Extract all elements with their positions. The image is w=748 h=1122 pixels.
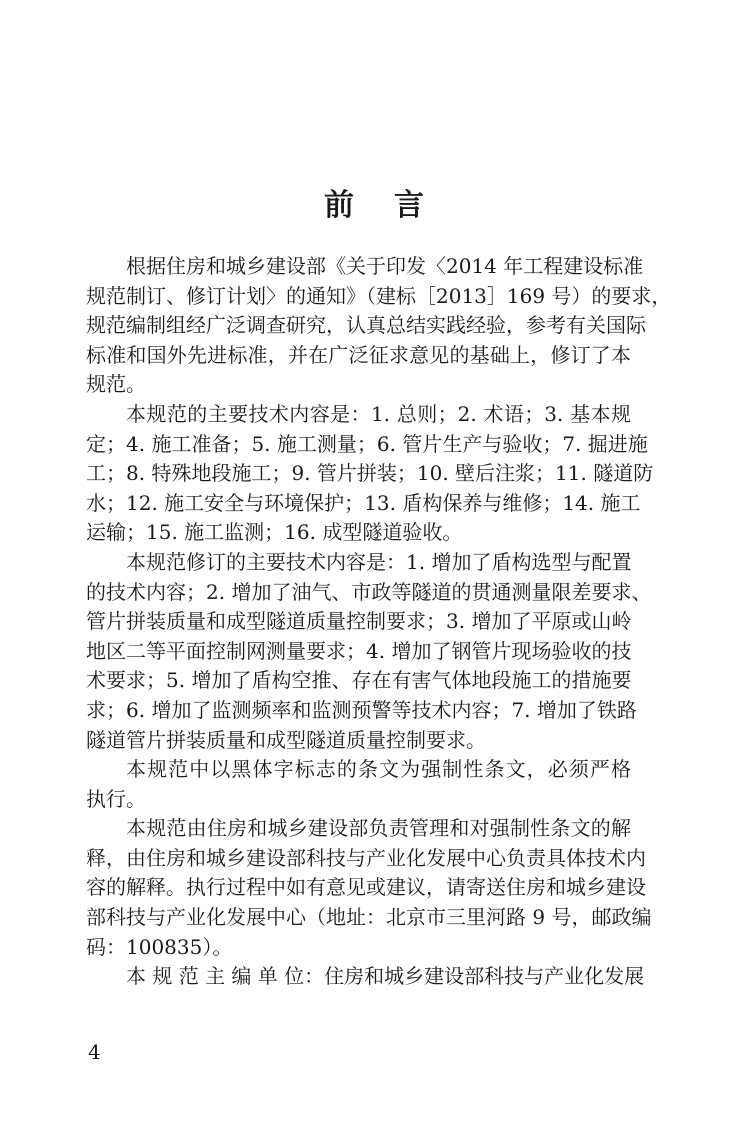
- text-line: 规范。: [86, 372, 146, 397]
- paragraph: [86, 755, 631, 814]
- text-line: 地区二等平面控制网测量要求；4. 增加了钢管片现场验收的技: [86, 638, 632, 663]
- paragraph: [86, 548, 652, 755]
- text-line: 术要求；5. 增加了盾构空推、存在有害气体地段施工的措施要: [86, 668, 632, 693]
- text-line: 本 规 范 主 编 单 位：住房和城乡建设部科技与产业化发展: [126, 964, 645, 989]
- document-body: [86, 252, 672, 992]
- text-line: 本规范中以黑体字标志的条文为强制性条文，必须严格: [126, 757, 631, 782]
- text-line: 执行。: [86, 786, 146, 811]
- page-title: 前言: [324, 188, 464, 223]
- text-line: 求；6. 增加了监测频率和监测预警等技术内容；7. 增加了铁路: [86, 697, 637, 722]
- text-line: 本规范由住房和城乡建设部负责管理和对强制性条文的解: [126, 816, 631, 841]
- text-line: 水；12. 施工安全与环境保护；13. 盾构保养与维修；14. 施工: [86, 490, 641, 515]
- text-line: 规范制订、修订计划〉的通知》（建标［2013］169 号）的要求，: [86, 283, 672, 308]
- text-line: 容的解释。执行过程中如有意见或建议，请寄送住房和城乡建设: [86, 875, 646, 900]
- text-line: 根据住房和城乡建设部《关于印发〈2014 年工程建设标准: [126, 254, 644, 278]
- page-number: 4: [88, 1040, 101, 1064]
- text-line: 本规范的主要技术内容是：1. 总则；2. 术语；3. 基本规: [126, 401, 631, 426]
- text-line: 定；4. 施工准备；5. 施工测量；6. 管片生产与验收；7. 掘进施: [86, 431, 648, 456]
- paragraph: [86, 252, 672, 400]
- text-line: 释，由住房和城乡建设部科技与产业化发展中心负责具体技术内: [86, 845, 646, 870]
- text-line: 本规范修订的主要技术内容是：1. 增加了盾构选型与配置: [126, 549, 632, 574]
- text-line: 管片拼装质量和成型隧道质量控制要求；3. 增加了平原或山岭: [86, 609, 632, 634]
- text-line: 规范编制组经广泛调查研究，认真总结实践经验，参考有关国际: [86, 313, 646, 338]
- text-line: 的技术内容；2. 增加了油气、市政等隧道的贯通测量限差要求、: [86, 579, 652, 604]
- paragraph: [86, 962, 645, 992]
- paragraph: [86, 400, 654, 548]
- text-line: 隧道管片拼装质量和成型隧道质量控制要求。: [86, 727, 486, 752]
- text-line: 标准和国外先进标准，并在广泛征求意见的基础上，修订了本: [86, 342, 631, 367]
- text-line: 工；8. 特殊地段施工；9. 管片拼装；10. 壁后注浆；11. 隧道防: [86, 461, 654, 486]
- text-line: 运输；15. 施工监测；16. 成型隧道验收。: [86, 520, 463, 545]
- paragraph: [86, 814, 652, 962]
- text-line: 码：100835）。: [86, 934, 233, 959]
- text-line: 部科技与产业化发展中心（地址：北京市三里河路 9 号，邮政编: [86, 905, 652, 930]
